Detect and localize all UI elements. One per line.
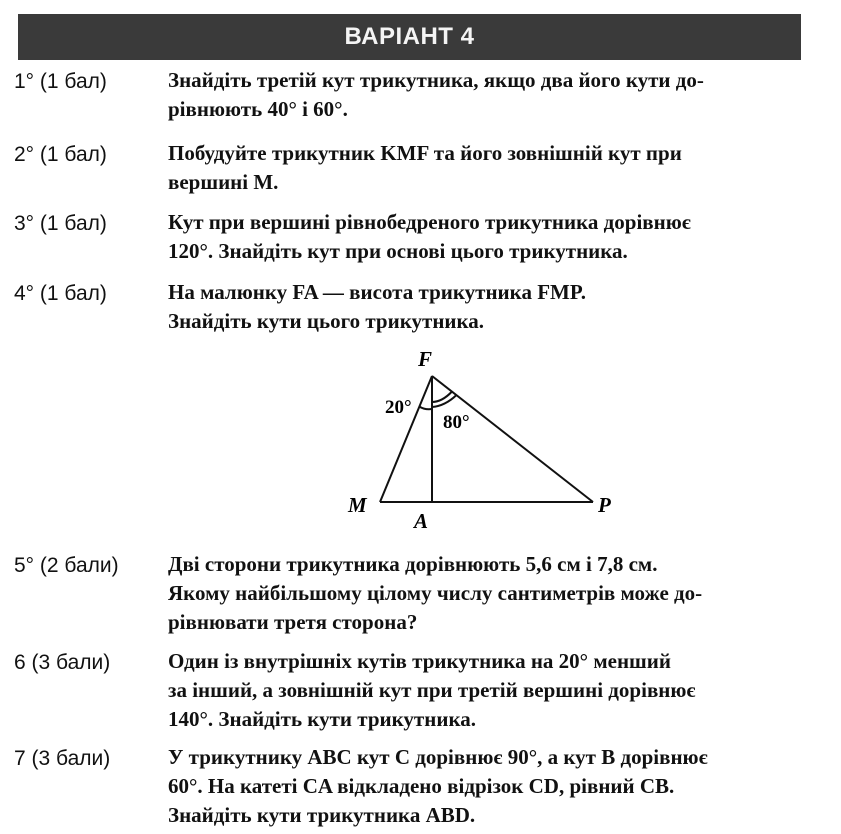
- vertex-p-label: P: [598, 493, 611, 517]
- problem-6-line-1: Один із внутрішніх кутів трикутника на 20° менший: [168, 649, 671, 673]
- vertex-m-label: M: [348, 493, 367, 517]
- problem-2-line-1: Побудуйте трикутник KMF та його зовнішній кут при: [168, 141, 682, 165]
- angle-80-label: 80°: [443, 412, 470, 433]
- problem-5-number: 5° (2 бали): [14, 554, 119, 577]
- problem-4-line-2: Знайдіть кути цього трикутника.: [168, 309, 485, 333]
- problem-5-line-3: рівнювати третя сторона?: [168, 610, 418, 634]
- problem-7-line-2: 60°. На катеті CA відкладено відрізок CD, рівний CB.: [168, 774, 675, 798]
- problem-7-text: [168, 743, 800, 830]
- problem-2-text: [168, 139, 800, 197]
- triangle-fmp-figure: [340, 348, 630, 533]
- problem-6-number: 6 (3 бали): [14, 651, 111, 674]
- problem-1-text: [168, 66, 800, 124]
- problem-5-text: [168, 550, 800, 637]
- problem-2-line-2: вершині M.: [168, 170, 279, 194]
- problem-3-text: [168, 208, 800, 266]
- problem-4-line-1: На малюнку FA — висота трикутника FMP.: [168, 280, 586, 304]
- problem-4-number: 4° (1 бал): [14, 282, 107, 305]
- problem-3-number: 3° (1 бал): [14, 212, 107, 235]
- problem-1-number: 1° (1 бал): [14, 70, 107, 93]
- vertex-a-label: A: [414, 509, 429, 533]
- problem-7-line-1: У трикутнику ABC кут C дорівнює 90°, а кут B дорівнює: [168, 745, 708, 769]
- problem-4-text: [168, 278, 800, 336]
- problem-6-line-3: 140°. Знайдіть кути трикутника.: [168, 707, 476, 731]
- problem-7-number: 7 (3 бали): [14, 747, 111, 770]
- angle-20-label: 20°: [385, 397, 412, 418]
- angle-arc-mfa: [419, 407, 432, 410]
- problem-6-line-2: за інший, а зовнішній кут при третій вершині дорівнює: [168, 678, 696, 702]
- problem-2-number: 2° (1 бал): [14, 143, 107, 166]
- vertex-f-label: F: [418, 348, 433, 371]
- problem-3-line-1: Кут при вершині рівнобедреного трикутника дорівнює: [168, 210, 691, 234]
- problem-7-line-3: Знайдіть кути трикутника ABD.: [168, 803, 476, 827]
- problem-5-line-2: Якому найбільшому цілому числу сантиметрів може до-: [168, 581, 703, 605]
- problem-1-line-1: Знайдіть третій кут трикутника, якщо два його кути до-: [168, 68, 704, 92]
- problem-6-text: [168, 647, 800, 734]
- problem-3-line-2: 120°. Знайдіть кут при основі цього трикутника.: [168, 239, 628, 263]
- problem-1-line-2: рівнюють 40° і 60°.: [168, 97, 348, 121]
- side-fm: [380, 376, 432, 502]
- problem-5-line-1: Дві сторони трикутника дорівнюють 5,6 см і 7,8 см.: [168, 552, 658, 576]
- variant-header: ВАРІАНТ 4: [18, 14, 801, 60]
